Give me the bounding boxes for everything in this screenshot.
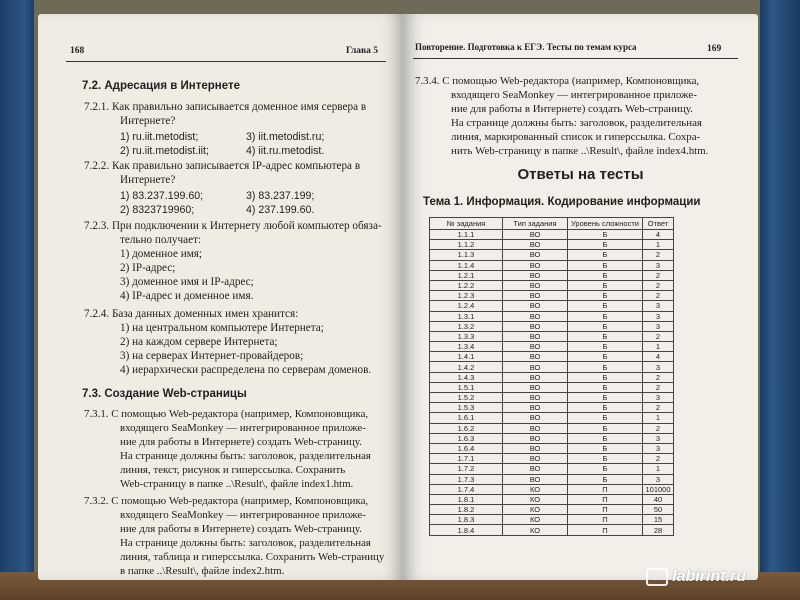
table-cell: 2 xyxy=(643,382,674,392)
table-cell: Б xyxy=(568,403,643,413)
book-cover-left xyxy=(0,0,34,600)
table-row xyxy=(430,484,674,494)
table-cell: 40 xyxy=(643,494,674,504)
table-cell: 1.7.4 xyxy=(430,484,503,494)
table-cell: 2 xyxy=(643,403,674,413)
table-cell: ВО xyxy=(503,372,568,382)
page-number-right: 169 xyxy=(707,44,722,54)
table-cell: 1.3.2 xyxy=(430,321,503,331)
table-cell: Б xyxy=(568,230,643,240)
table-cell: 2 xyxy=(643,454,674,464)
table-cell: 1.3.1 xyxy=(430,311,503,321)
table-cell: 1.2.3 xyxy=(430,291,503,301)
table-cell: Б xyxy=(568,362,643,372)
running-head: Повторение. Подготовка к ЕГЭ. Тесты по темам курса xyxy=(415,42,637,52)
table-cell: 2 xyxy=(643,372,674,382)
table-cell: Б xyxy=(568,454,643,464)
table-cell: 1.7.3 xyxy=(430,474,503,484)
table-cell: ВО xyxy=(503,382,568,392)
table-row xyxy=(430,433,674,443)
table-cell: Б xyxy=(568,464,643,474)
question-7-2-2: 7.2.2. Как правильно записывается IP-адрес компьютера в Интернете? xyxy=(84,160,361,187)
table-cell: П xyxy=(568,515,643,525)
table-row xyxy=(430,270,674,280)
table-cell: 2 xyxy=(643,291,674,301)
question-7-2-4: 7.2.4. База данных доменных имен хранится: 1) на центральном компьютере Интернета; 2) на каждом сервере Интернета; 3) на серверах Интернет-провайдеров; 4) иерархически распределена по серверам доменов. xyxy=(84,308,372,377)
table-cell: 1.6.1 xyxy=(430,413,503,423)
table-cell: 15 xyxy=(643,515,674,525)
table-cell: Б xyxy=(568,443,643,453)
table-row xyxy=(430,280,674,290)
table-row xyxy=(430,240,674,250)
question-7-2-1: 7.2.1. Как правильно записывается доменное имя сервера в Интернете? xyxy=(84,101,367,128)
options-7-2-1-right: 3) iit.metodist.ru; 4) iit.ru.metodist. xyxy=(246,131,325,158)
table-cell: Б xyxy=(568,270,643,280)
table-cell: П xyxy=(568,484,643,494)
table-cell: Б xyxy=(568,413,643,423)
table-cell: 4 xyxy=(643,352,674,362)
table-row xyxy=(430,352,674,362)
table-cell: 1.2.2 xyxy=(430,280,503,290)
table-cell: 1.8.3 xyxy=(430,515,503,525)
table-cell: 2 xyxy=(643,331,674,341)
table-cell: Б xyxy=(568,240,643,250)
task-7-3-4: 7.3.4. С помощью Web-редактора (например, Компоновщика, входящего SeaMonkey — интегрированное приложе- ние для работы в Интернете) создать Web-страницу. На странице должны быть: заголовок, разделительная линия, маркированный список и гиперссылка. Сохра- нить Web-страницу в папке ..\Result\, файле index4.htm. xyxy=(415,75,709,158)
table-cell: 1 xyxy=(643,464,674,474)
table-row xyxy=(430,413,674,423)
table-cell: ВО xyxy=(503,413,568,423)
table-cell: 50 xyxy=(643,505,674,515)
table-cell: 28 xyxy=(643,525,674,535)
table-cell: 1.8.1 xyxy=(430,494,503,504)
table-cell: Б xyxy=(568,352,643,362)
table-cell: КО xyxy=(503,484,568,494)
table-row xyxy=(430,362,674,372)
table-cell: Б xyxy=(568,321,643,331)
table-cell: 1.2.4 xyxy=(430,301,503,311)
table-cell: 2 xyxy=(643,423,674,433)
table-cell: ВО xyxy=(503,443,568,453)
column-header: Тип задания xyxy=(503,218,568,230)
table-cell: ВО xyxy=(503,311,568,321)
table-cell: 1.4.3 xyxy=(430,372,503,382)
table-cell: Б xyxy=(568,423,643,433)
table-row xyxy=(430,505,674,515)
column-header: Ответ xyxy=(643,218,674,230)
table-cell: КО xyxy=(503,515,568,525)
table-cell: 1.7.1 xyxy=(430,454,503,464)
table-row xyxy=(430,301,674,311)
table-row xyxy=(430,464,674,474)
chapter-label: Глава 5 xyxy=(346,46,379,56)
table-cell: 1.2.1 xyxy=(430,270,503,280)
table-cell: 1 xyxy=(643,342,674,352)
task-7-3-1: 7.3.1. С помощью Web-редактора (например, Компоновщика, входящего SeaMonkey — интегрированное приложе- ние для работы в Интернете) создать Web-страницу. На странице должны быть: заголовок, разделительная линия, текст, рисунок и гиперссылка. Сохранить Web-страницу в папке ..\Result\, файле index1.htm. xyxy=(84,408,371,491)
table-cell: 2 xyxy=(643,270,674,280)
table-cell: ВО xyxy=(503,454,568,464)
question-7-2-3: 7.2.3. При подключении к Интернету любой компьютер обяза- тельно получает: 1) доменное имя; 2) IP-адрес; 3) доменное имя и IP-адрес; 4) IP-адрес и доменное имя. xyxy=(84,220,382,303)
book-cover-right xyxy=(760,0,800,600)
left-page xyxy=(38,14,403,580)
table-cell: Б xyxy=(568,342,643,352)
table-row xyxy=(430,474,674,484)
page-number-left: 168 xyxy=(70,46,85,56)
table-cell: ВО xyxy=(503,433,568,443)
table-row xyxy=(430,331,674,341)
table-cell: Б xyxy=(568,331,643,341)
table-row xyxy=(430,291,674,301)
task-7-3-2: 7.3.2. С помощью Web-редактора (например, Компоновщика, входящего SeaMonkey — интегрированное приложе- ние для работы в Интернете) создать Web-страницу. На странице должны быть: заголовок, разделительная линия, таблица и гиперссылка. Сохранить Web-страницу в папке ..\Result\, файле index2.htm. xyxy=(84,495,385,578)
answers-title: Ответы на тесты xyxy=(517,166,644,183)
table-cell: 3 xyxy=(643,393,674,403)
table-cell: 3 xyxy=(643,321,674,331)
table-cell: 1.5.1 xyxy=(430,382,503,392)
table-cell: Б xyxy=(568,474,643,484)
table-cell: 1 xyxy=(643,240,674,250)
table-row xyxy=(430,260,674,270)
table-cell: 1.6.3 xyxy=(430,433,503,443)
options-7-2-1: 1) ru.iit.metodist; 2) ru.iit.metodist.iit; xyxy=(120,131,209,158)
section-title-7-2: 7.2. Адресация в Интернете xyxy=(82,80,240,92)
table-cell: ВО xyxy=(503,393,568,403)
table-cell: КО xyxy=(503,494,568,504)
table-cell: Б xyxy=(568,382,643,392)
table-cell: ВО xyxy=(503,352,568,362)
table-cell: 3 xyxy=(643,362,674,372)
right-page xyxy=(403,14,758,580)
table-row xyxy=(430,525,674,535)
table-cell: ВО xyxy=(503,270,568,280)
table-cell: ВО xyxy=(503,250,568,260)
table-cell: ВО xyxy=(503,403,568,413)
answers-table-body xyxy=(430,230,674,536)
table-cell: 4 xyxy=(643,230,674,240)
table-cell: 1.4.1 xyxy=(430,352,503,362)
table-cell: П xyxy=(568,505,643,515)
table-row xyxy=(430,250,674,260)
table-cell: ВО xyxy=(503,301,568,311)
table-row xyxy=(430,321,674,331)
table-cell: ВО xyxy=(503,291,568,301)
table-cell: 1.4.2 xyxy=(430,362,503,372)
header-rule xyxy=(66,61,386,62)
table-cell: ВО xyxy=(503,321,568,331)
table-cell: 1.1.2 xyxy=(430,240,503,250)
table-cell: Б xyxy=(568,291,643,301)
table-header-row xyxy=(430,218,674,230)
table-row xyxy=(430,311,674,321)
table-cell: 3 xyxy=(643,311,674,321)
table-cell: 1.5.3 xyxy=(430,403,503,413)
table-cell: ВО xyxy=(503,280,568,290)
table-cell: 1.7.2 xyxy=(430,464,503,474)
table-cell: 1.1.3 xyxy=(430,250,503,260)
table-cell: ВО xyxy=(503,240,568,250)
table-cell: 1.1.4 xyxy=(430,260,503,270)
table-row xyxy=(430,403,674,413)
table-cell: КО xyxy=(503,525,568,535)
options-7-2-2: 1) 83.237.199.60; 2) 8323719960; xyxy=(120,190,204,217)
table-row xyxy=(430,342,674,352)
table-cell: 3 xyxy=(643,474,674,484)
table-cell: Б xyxy=(568,433,643,443)
table-cell: 101000 xyxy=(643,484,674,494)
table-cell: 1.8.4 xyxy=(430,525,503,535)
table-cell: 1.5.2 xyxy=(430,393,503,403)
table-cell: 1.6.4 xyxy=(430,443,503,453)
table-cell: 3 xyxy=(643,433,674,443)
table-cell: Б xyxy=(568,372,643,382)
table-cell: Б xyxy=(568,280,643,290)
header-rule-right xyxy=(413,58,738,59)
table-cell: ВО xyxy=(503,331,568,341)
table-row xyxy=(430,515,674,525)
table-cell: Б xyxy=(568,311,643,321)
table-cell: 1.8.2 xyxy=(430,505,503,515)
table-cell: ВО xyxy=(503,362,568,372)
table-cell: 2 xyxy=(643,250,674,260)
table-cell: ВО xyxy=(503,423,568,433)
table-row xyxy=(430,230,674,240)
options-7-2-2-right: 3) 83.237.199; 4) 237.199.60. xyxy=(246,190,315,217)
table-row xyxy=(430,393,674,403)
table-row xyxy=(430,443,674,453)
table-cell: КО xyxy=(503,505,568,515)
watermark: labirint.ru xyxy=(646,568,746,586)
table-cell: ВО xyxy=(503,230,568,240)
topic-title: Тема 1. Информация. Кодирование информации xyxy=(423,196,701,208)
table-cell: ВО xyxy=(503,464,568,474)
table-cell: 1.6.2 xyxy=(430,423,503,433)
table-cell: 1 xyxy=(643,413,674,423)
table-row xyxy=(430,372,674,382)
table-cell: П xyxy=(568,494,643,504)
table-cell: П xyxy=(568,525,643,535)
section-title-7-3: 7.3. Создание Web-страницы xyxy=(82,388,247,400)
table-cell: 1.1.1 xyxy=(430,230,503,240)
table-cell: ВО xyxy=(503,342,568,352)
table-cell: Б xyxy=(568,301,643,311)
table-cell: Б xyxy=(568,393,643,403)
table-cell: ВО xyxy=(503,474,568,484)
book-logo-icon xyxy=(646,568,668,586)
table-cell: 2 xyxy=(643,280,674,290)
table-cell: 1.3.3 xyxy=(430,331,503,341)
table-cell: 3 xyxy=(643,301,674,311)
table-row xyxy=(430,454,674,464)
table-row xyxy=(430,423,674,433)
table-cell: 3 xyxy=(643,260,674,270)
table-row xyxy=(430,382,674,392)
table-cell: 1.3.4 xyxy=(430,342,503,352)
column-header: Уровень сложности xyxy=(568,218,643,230)
column-header: № задания xyxy=(430,218,503,230)
table-cell: 3 xyxy=(643,443,674,453)
table-row xyxy=(430,494,674,504)
table-cell: Б xyxy=(568,250,643,260)
answers-table xyxy=(429,217,674,536)
table-cell: Б xyxy=(568,260,643,270)
table-cell: ВО xyxy=(503,260,568,270)
